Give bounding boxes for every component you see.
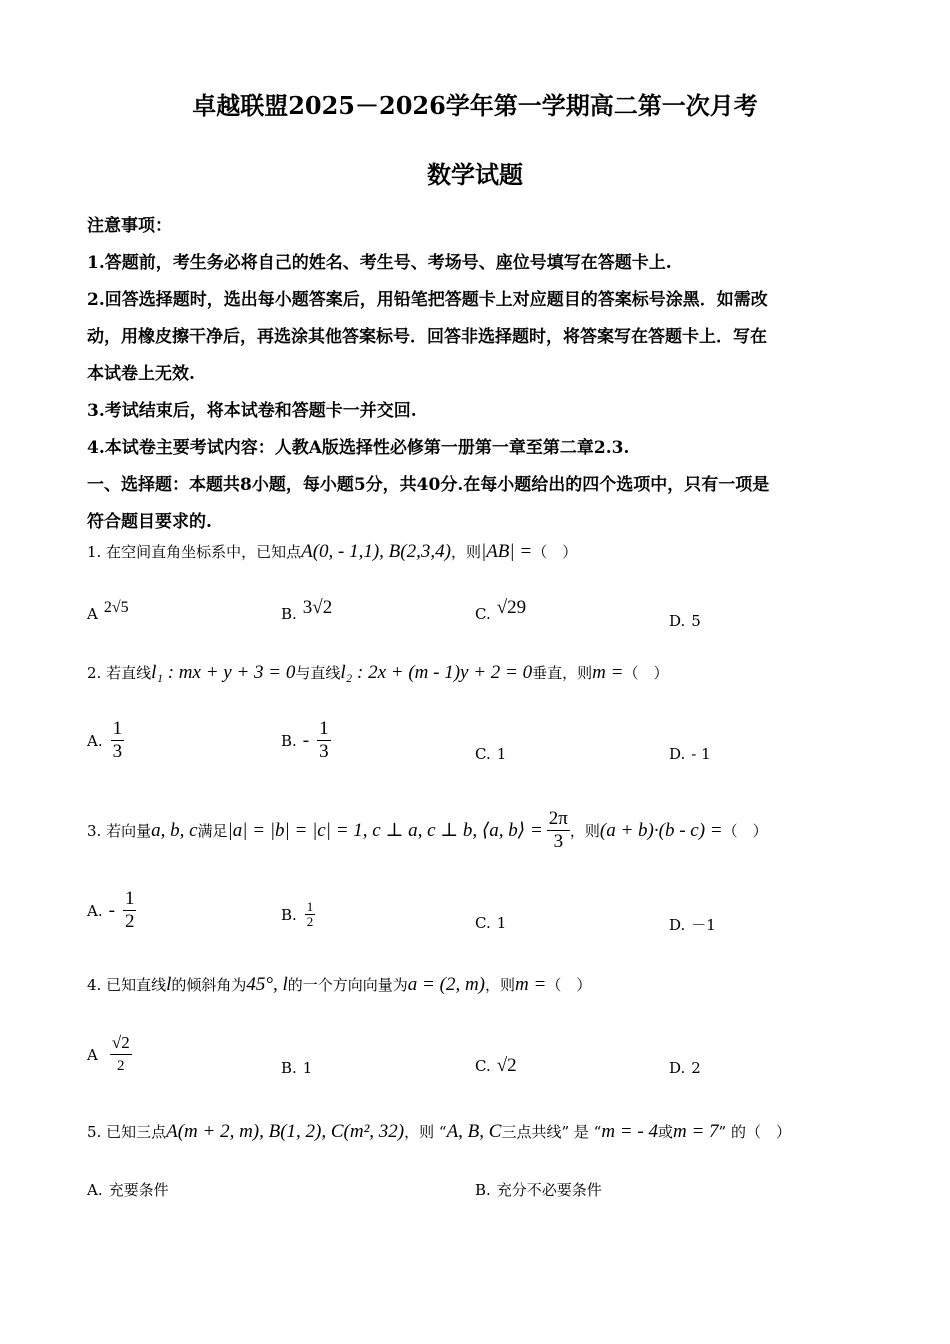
option-label: D.	[669, 745, 686, 763]
option-label: C.	[475, 745, 491, 763]
option-label: A	[87, 605, 98, 623]
exam-title: 卓越联盟2025－2026学年第一学期高二第一次月考	[192, 91, 758, 120]
math-expression: l₂ : 2x + (m - 1)y + 2 = 0	[340, 662, 533, 683]
math-expression: a = (2, m)	[407, 974, 485, 995]
option-label: B.	[281, 905, 297, 924]
fraction-numerator: 1	[306, 899, 314, 914]
math-expression: a, b, c	[151, 819, 198, 841]
question-4-option-a	[87, 1032, 132, 1077]
question-text: ” 的（ ）	[718, 1123, 791, 1141]
option-label: C.	[475, 605, 491, 623]
note-2-line-3: 本试卷上无效.	[87, 364, 195, 384]
fraction-denominator: 3	[112, 741, 123, 762]
question-3-option-b	[281, 900, 315, 929]
option-label: C.	[475, 914, 491, 932]
question-1-option-a	[87, 599, 129, 623]
question-text: 与直线	[295, 664, 341, 682]
question-text: ，则	[569, 822, 600, 840]
question-2-option-d	[669, 745, 711, 763]
math-expression: (a + b)·(b - c) =	[599, 819, 723, 841]
question-1-stem	[87, 541, 887, 563]
note-1: 1.答题前，考生务必将自己的姓名、考生号、考场号、座位号填写在答题卡上.	[87, 253, 672, 273]
option-value: 3√2	[302, 597, 333, 618]
math-expression: m = - 4	[601, 1121, 658, 1142]
option-label: D.	[669, 1059, 686, 1077]
math-expression: A, B, C	[446, 1121, 502, 1142]
option-value: 1	[302, 1059, 313, 1077]
section-instructions-line-1: 一、选择题：本题共8小题，每小题5分，共40分.在每小题给出的四个选项中，只有一项是	[87, 475, 770, 495]
minus-sign: -	[302, 729, 310, 751]
option-value: √29	[496, 597, 527, 618]
question-text: 2. 若直线	[87, 664, 152, 682]
question-text: 3. 若向量	[87, 822, 152, 840]
option-label: A.	[87, 731, 103, 750]
question-text: 5. 已知三点	[87, 1123, 167, 1141]
math-expression: l₁ : mx + y + 3 = 0	[151, 662, 296, 683]
note-2-line-1: 2.回答选择题时，选出每小题答案后，用铅笔把答题卡上对应题目的答案标号涂黑．如需改	[87, 290, 768, 310]
fraction	[110, 1032, 132, 1077]
math-expression: 45°, l	[246, 974, 288, 995]
option-value: 2	[691, 1059, 701, 1077]
question-4-option-d	[669, 1059, 701, 1077]
answer-blank: （ ）	[722, 822, 768, 840]
question-4-stem	[87, 974, 887, 996]
question-text: ，则 “	[404, 1123, 447, 1141]
option-label: A.	[87, 901, 103, 920]
fraction-denominator: 3	[553, 831, 564, 852]
question-3-option-d	[669, 914, 716, 935]
question-1-option-c	[475, 597, 527, 625]
option-value: - 1	[691, 745, 711, 763]
question-text: 或	[657, 1123, 673, 1141]
option-label: B.	[281, 1059, 297, 1077]
minus-sign: -	[108, 899, 115, 921]
note-4: 4.本试卷主要考试内容：人教A版选择性必修第一册第一章至第二章2.3.	[87, 438, 630, 458]
fraction	[305, 900, 316, 929]
question-2-option-a	[87, 718, 124, 763]
fraction	[111, 718, 125, 763]
math-expression: A(0, - 1,1), B(2,3,4)	[301, 541, 451, 562]
question-1-option-b	[281, 597, 333, 625]
fraction-denominator: 2	[124, 911, 135, 932]
math-expression: m =	[592, 662, 624, 683]
question-5-stem	[87, 1121, 887, 1143]
option-value: 充要条件	[108, 1181, 169, 1199]
answer-blank: （ ）	[623, 664, 669, 682]
notes-heading: 注意事项：	[87, 216, 172, 236]
question-4-option-c	[475, 1055, 517, 1077]
question-2-option-c	[475, 745, 506, 763]
question-text: 4. 已知直线	[87, 976, 167, 994]
fraction-numerator: 2π	[548, 808, 568, 829]
answer-blank: （ ）	[546, 976, 592, 994]
option-value: √2	[496, 1055, 517, 1076]
question-text: ，则	[485, 976, 516, 994]
exam-subtitle: 数学试题	[427, 160, 523, 189]
notes-block	[87, 208, 865, 541]
math-expression: |a| = |b| = |c| = 1, c ⊥ a, c ⊥ b, ⟨a, b⟩ =	[227, 820, 543, 841]
note-2-line-2: 动，用橡皮擦干净后，再选涂其他答案标号．回答非选择题时，将答案写在答题卡上．写在	[87, 327, 767, 347]
answer-blank: （ ）	[532, 543, 578, 561]
math-expression: m =	[515, 974, 547, 995]
fraction	[123, 888, 137, 933]
note-3: 3.考试结束后，将本试卷和答题卡一并交回.	[87, 401, 417, 421]
fraction-numerator: 1	[124, 888, 135, 909]
question-text: 满足	[197, 822, 228, 840]
question-3-option-c	[475, 914, 506, 932]
fraction-numerator: 1	[112, 718, 123, 739]
fraction	[317, 718, 331, 763]
option-value: 5	[691, 612, 701, 630]
option-value: 充分不必要条件	[496, 1181, 602, 1199]
option-value: 2√5	[103, 599, 129, 616]
math-expression: m = 7	[672, 1121, 719, 1142]
question-5-option-a	[87, 1179, 169, 1200]
question-3-option-a	[87, 888, 136, 933]
option-label: B.	[475, 1180, 491, 1199]
question-1-option-d	[669, 612, 701, 630]
question-text: 的一个方向向量为	[287, 976, 408, 994]
section-instructions-line-2: 符合题目要求的.	[87, 512, 212, 532]
fraction-numerator: √2	[110, 1032, 132, 1055]
fraction	[547, 808, 570, 853]
option-label: A	[87, 1045, 98, 1064]
math-expression: A(m + 2, m), B(1, 2), C(m², 32)	[166, 1121, 405, 1142]
fraction-denominator: 2	[306, 914, 314, 929]
question-text: 的倾斜角为	[171, 976, 247, 994]
fraction-denominator: 3	[319, 741, 329, 762]
question-4-option-b	[281, 1059, 312, 1077]
question-text: 垂直，则	[532, 664, 593, 682]
option-label: D.	[669, 612, 686, 630]
option-label: C.	[475, 1057, 491, 1075]
question-text: 1. 在空间直角坐标系中，已知点	[87, 543, 302, 561]
option-value: －1	[691, 916, 716, 934]
option-label: B.	[281, 731, 297, 750]
fraction-denominator: 2	[117, 1058, 125, 1074]
option-label: D.	[669, 915, 686, 934]
math-expression: |AB| =	[480, 541, 533, 562]
radicand: 2	[121, 1033, 130, 1052]
option-label: B.	[281, 605, 297, 623]
question-text: ，则	[450, 543, 481, 561]
option-label: A.	[87, 1180, 103, 1199]
question-3-stem	[87, 808, 887, 853]
option-value: 1	[496, 745, 507, 763]
question-2-option-b	[281, 718, 331, 763]
question-2-stem	[87, 662, 887, 684]
fraction-numerator: 1	[319, 718, 329, 739]
question-5-option-b	[475, 1179, 602, 1200]
option-value: 1	[496, 914, 507, 932]
math-expression: l	[166, 974, 172, 995]
question-text: 三点共线” 是 “	[501, 1123, 602, 1141]
